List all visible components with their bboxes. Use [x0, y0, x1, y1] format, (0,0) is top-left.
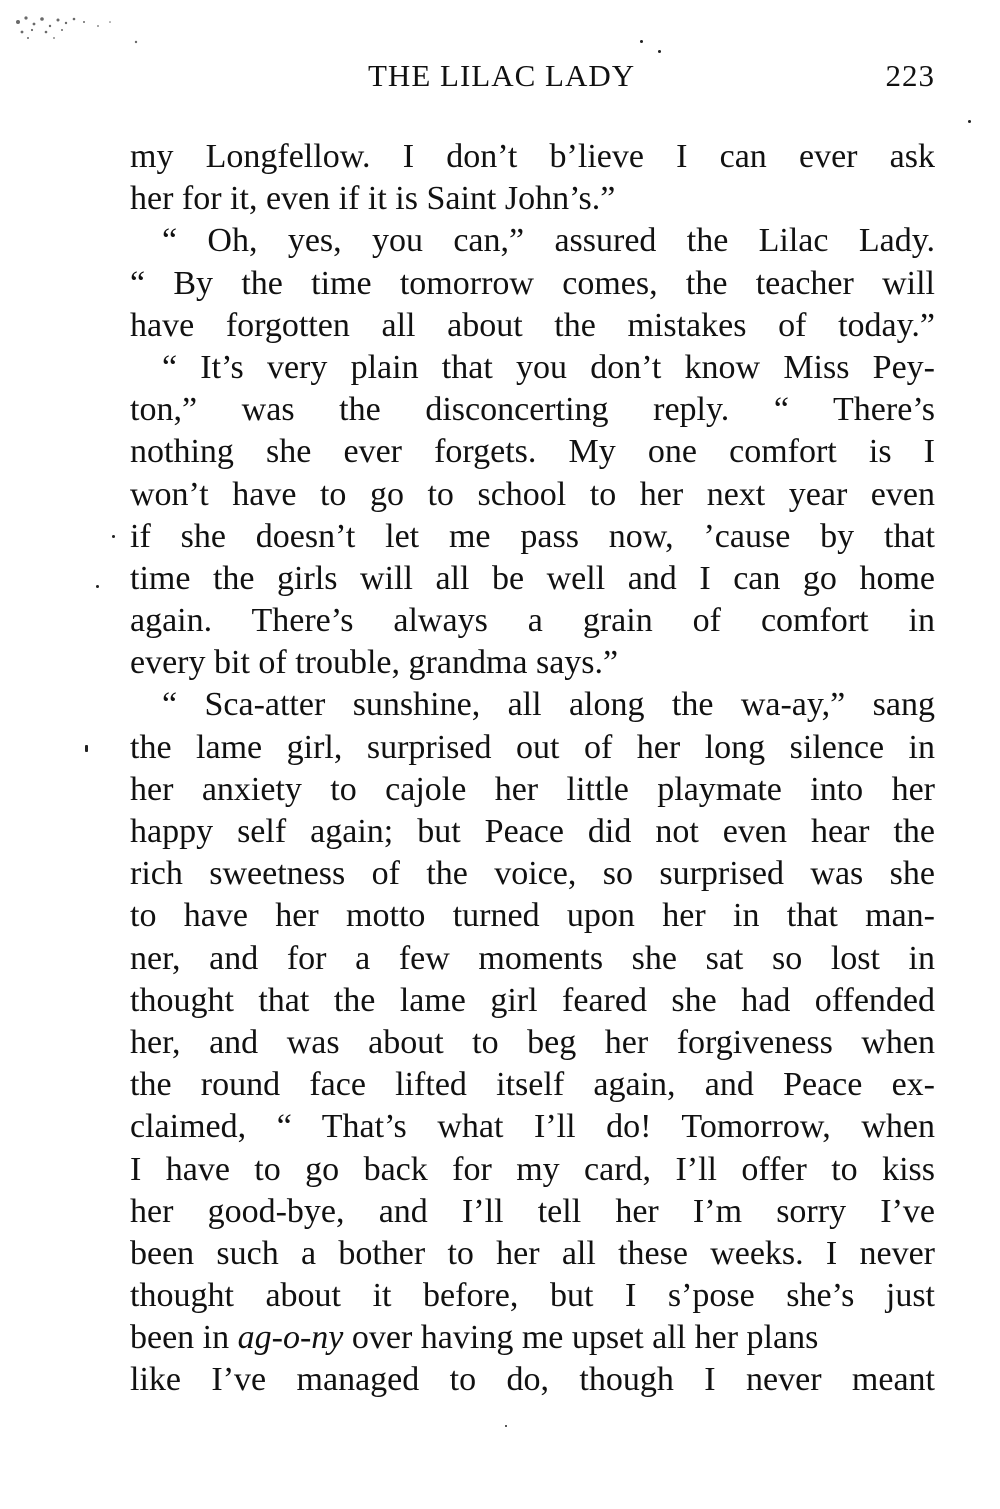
text-line: my Longfellow. I don’t b’lieve I can ever ask: [130, 138, 935, 175]
text-line: rich sweetness of the voice, so surprised was she: [130, 855, 935, 893]
text-line: “ Sca-atter sunshine, all along the wa-ay,” sang: [162, 686, 935, 724]
text-line: ton,” was the disconcerting reply. “ There’s: [130, 391, 935, 429]
text-line: “ By the time tomorrow comes, the teacher will: [130, 264, 935, 302]
text-line: every bit of trouble, grandma says.”: [130, 644, 619, 682]
text-line: [130, 1317, 935, 1359]
running-head: [130, 58, 935, 102]
italic-word: ag-o-ny: [237, 1319, 344, 1357]
text-line: won’t have to go to school to her next year even: [130, 475, 935, 513]
running-title: THE LILAC LADY: [368, 58, 636, 93]
text-segment: over having me upset all her plans: [343, 1319, 819, 1357]
text-line: been such a bother to her all these weeks. I never: [130, 1234, 935, 1272]
text-line: thought that the lame girl feared she had offended: [130, 981, 935, 1019]
text-line: thought about it before, but I s’pose she’s just: [130, 1277, 935, 1315]
text-line: if she doesn’t let me pass now, ’cause by that: [130, 517, 935, 555]
text-line: again. There’s always a grain of comfort in: [130, 602, 935, 640]
ink-speck: [96, 585, 99, 588]
page-number: 223: [885, 58, 935, 93]
text-line: “ It’s very plain that you don’t know Miss Pey-: [162, 348, 935, 386]
ink-speck: [85, 745, 88, 752]
text-line: happy self again; but Peace did not even hear the: [130, 813, 935, 850]
text-line: the round face lifted itself again, and Peace ex-: [130, 1066, 935, 1104]
body-text: [130, 136, 935, 1402]
text-line: her, and was about to beg her forgiveness when: [130, 1023, 935, 1061]
text-line: her good-bye, and I’ll tell her I’m sorry I’ve: [130, 1192, 935, 1230]
text-line: her for it, even if it is Saint John’s.”: [130, 180, 616, 218]
text-line: I have to go back for my card, I’ll offer to kiss: [130, 1150, 935, 1188]
text-line: nothing she ever forgets. My one comfort is I: [130, 433, 935, 471]
text-line: claimed, “ That’s what I’ll do! Tomorrow, when: [130, 1108, 935, 1146]
ink-speck: [505, 1425, 507, 1427]
text-line: her anxiety to cajole her little playmate into her: [130, 770, 935, 808]
text-line: “ Oh, yes, you can,” assured the Lilac Lady.: [162, 222, 935, 260]
ink-speck: [112, 535, 115, 538]
ink-speck: [968, 120, 971, 123]
text-line: like I’ve managed to do, though I never meant: [130, 1361, 935, 1399]
text-line: have forgotten all about the mistakes of today.”: [130, 306, 935, 344]
ink-speck: [658, 50, 661, 53]
text-line: to have her motto turned upon her in that man-: [130, 897, 935, 935]
text-segment: been in: [130, 1319, 238, 1357]
corner-smudge: [6, 8, 156, 48]
text-line: time the girls will all be well and I can go home: [130, 559, 935, 597]
text-line: the lame girl, surprised out of her long silence in: [130, 728, 935, 766]
ink-speck: [640, 40, 643, 43]
text-line: ner, and for a few moments she sat so lost in: [130, 939, 935, 977]
